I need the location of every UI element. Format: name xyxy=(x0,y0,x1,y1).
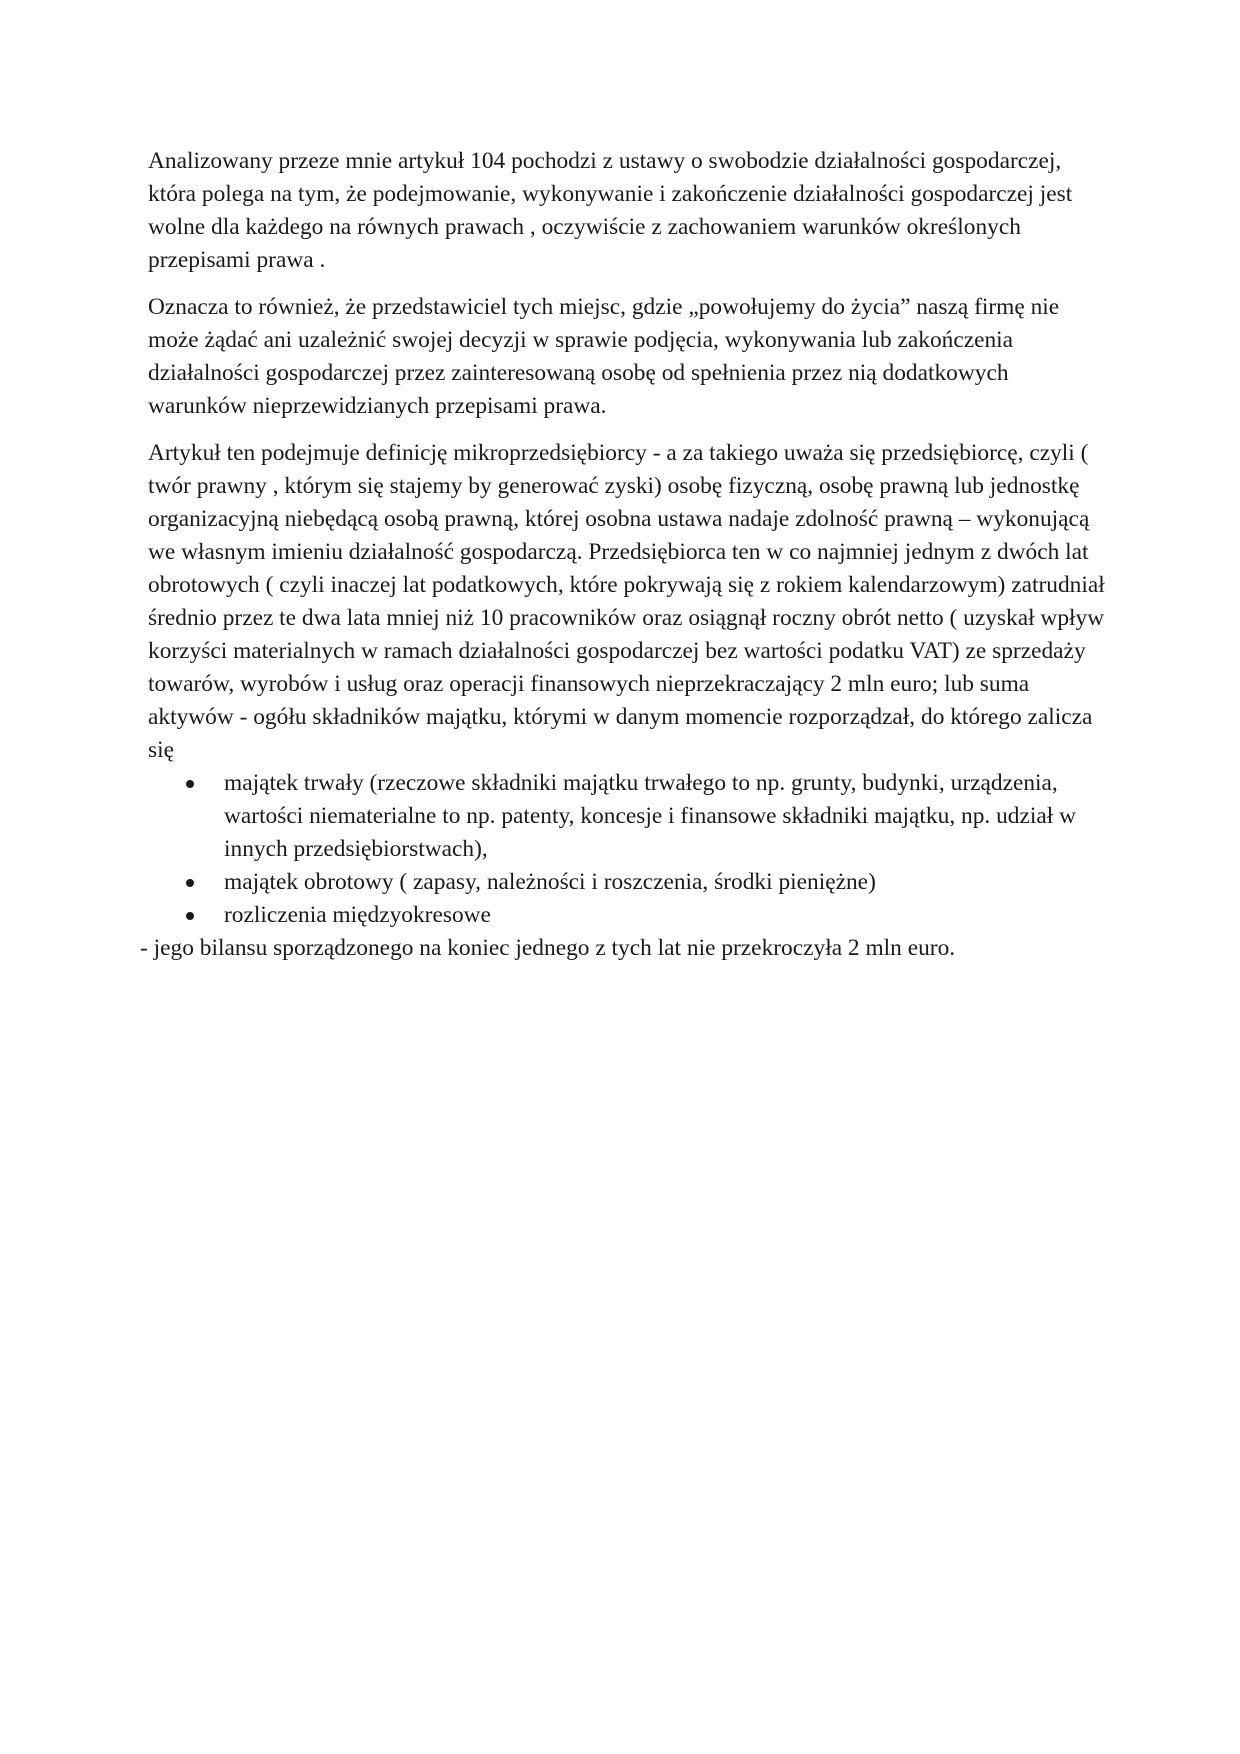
assets-list xyxy=(148,767,1108,932)
paragraph-conditions: Oznacza to również, że przedstawiciel tych miejsc, gdzie „powołujemy do życia” naszą firmę nie może żądać ani uzależnić swojej decyzji w sprawie podjęcia, wykonywania lub zakończenia działalności gospodarczej przez zainteresowaną osobę od spełnienia przez nią dodatkowych warunków nieprzewidzianych przepisami prawa. xyxy=(148,294,1060,419)
bullet-icon xyxy=(186,780,194,788)
paragraph-article-104: Analizowany przeze mnie artykuł 104 pochodzi z ustawy o swobodzie działalności gospodarczej, która polega na tym, że podejmowanie, wykonywanie i zakończenie działalności gospodarczej jest wolne dla każdego na równych prawach , oczywiście z zachowaniem warunków określonych przepisami prawa . xyxy=(148,148,1073,273)
list-item-text: majątek trwały (rzeczowe składniki majątku trwałego to np. grunty, budynki, urządzenia, wartości niematerialne to np. patenty, koncesje i finansowe składniki majątku, np. udział w innych przedsiębiorstwach), xyxy=(224,770,1076,862)
list-item xyxy=(224,866,1108,899)
bullet-icon xyxy=(186,879,194,887)
bullet-icon xyxy=(186,912,194,920)
document-body xyxy=(140,145,1108,965)
list-item xyxy=(224,899,1108,932)
list-item-text: rozliczenia międzyokresowe xyxy=(224,902,491,928)
closing-line: - jego bilansu sporządzonego na koniec jednego z tych lat nie przekroczyła 2 mln euro. xyxy=(140,935,956,961)
list-item-text: majątek obrotowy ( zapasy, należności i roszczenia, środki pieniężne) xyxy=(224,869,876,895)
list-item xyxy=(224,767,1108,866)
paragraph-microenterprise-definition: Artykuł ten podejmuje definicję mikroprzedsiębiorcy - a za takiego uważa się przedsiębiorcę, czyli ( twór prawny , którym się stajemy by generować zyski) osobę fizyczną, osobę prawną lub jednostkę organizacyjną niebędącą osobą prawną, której osobna ustawa nadaje zdolność prawną – wykonującą we własnym imieniu działalność gospodarczą. Przedsiębiorca ten w co najmniej jednym z dwóch lat obrotowych ( czyli inaczej lat podatkowych, które pokrywają się z rokiem kalendarzowym) zatrudniał średnio przez te dwa lata mniej niż 10 pracowników oraz osiągnął roczny obrót netto ( uzyskał wpływ korzyści materialnych w ramach działalności gospodarczej bez wartości podatku VAT) ze sprzedaży towarów, wyrobów i usług oraz operacji finansowych nieprzekraczający 2 mln euro; lub suma aktywów - ogółu składników majątku, którymi w danym momencie rozporządzał, do którego zalicza się xyxy=(148,440,1105,763)
